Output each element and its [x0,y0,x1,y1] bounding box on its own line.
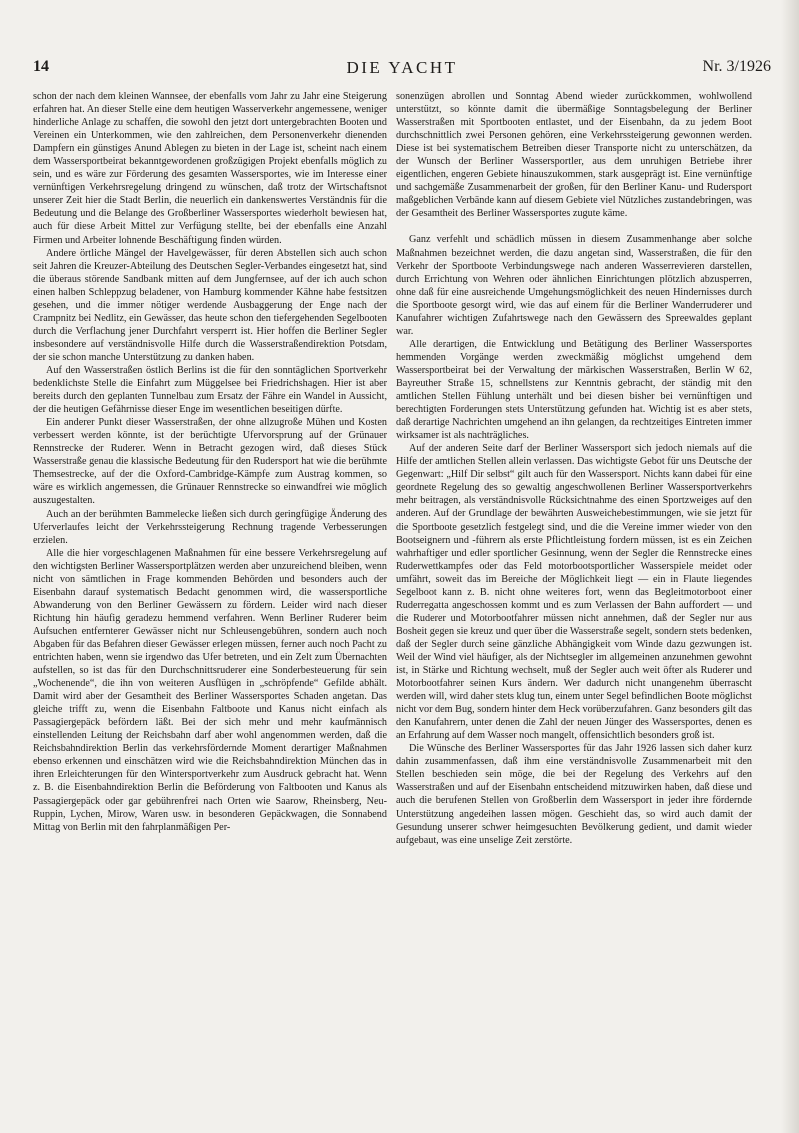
article-paragraph: sonenzügen abrollen und Sonntag Abend wieder zurückkommen, wohlwollend unterstützt, so könnte damit die übermäßige Sonntagsbelegung der Berliner Wasserstraßen mit Sportbooten entlastet, und der Eisenbahn, da zu jedem Boot durchschnittlich zwei Personen gehören, eine Verkehrssteigerung gewonnen werden. Diese ist bei systematischem Betreiben dieser Transporte nicht zu unterschätzen, da der Wunsch der Berliner Wassersportler, aus dem unruhigen Betriebe ihrer eigentlichen, engeren Gebiete hinauszukommen, stark ausgeprägt ist. Eine vernünftige und sachgemäße Zusammenarbeit der großen, für den Berliner Kanu- und Rudersport maßgeblichen Verbände kann auf diesem Gebiete viel Nützliches zustandebringen, was der Gesamtheit des Berliner Wassersportes zugute käme. [396,91,752,220]
paragraph-gap [396,220,752,233]
article-paragraph: Auf den Wasserstraßen östlich Berlins ist die für den sonntäglichen Sportverkehr bedenklichste Stelle die Einfahrt zum Müggelsee bei Friedrichshagen. Hier ist aber bereits durch den geplanten Tunnelbau zum Ersatz der Fähre ein Wandel in Aussicht, der die heutigen Gefährnisse dieser Enge im wesentlichen beseitigen dürfte. [33,364,387,416]
article-paragraph: Andere örtliche Mängel der Havelgewässer, für deren Abstellen sich auch schon seit Jahren die Kreuzer-Abteilung des Deutschen Segler-Verbandes eingesetzt hat, sind die überaus störende Sandbank mitten auf dem Jungfernsee, auf der ich auch schon einen halben Schleppzug beladener, von Hamburg kommender Kähne habe festsitzen gesehen, und die immer nötiger werdende Ausbaggerung der Enge nach der Crampnitz bei Nedlitz, ein Gewässer, das heute schon den tiefergehenden Segelbooten durch die Verflachung jener Durchfahrt versperrt ist. Hier hoffen die Berliner Segler insbesondere auf verständnisvolle Hilfe durch die Wasserstraßendirektion Potsdam, der sie schon manche Unterstützung zu danken haben. [33,247,387,363]
right-column [396,90,752,847]
left-column [33,90,387,834]
page-header [33,58,771,82]
article-paragraph: Ein anderer Punkt dieser Wasserstraßen, der ohne allzugroße Mühen und Kosten verbessert werden könnte, ist der berüchtigte Ufervorsprung auf der Grünauer Rennstrecke der Ruderer. Wenn in Betracht gezogen wird, daß dieses Stück Wasserstraße genau die klassische Bedeutung für den Rudersport hat wie die berühmte Themsestrecke, auf der die Oxford-Cambridge-Kämpfe zum Austrag kommen, so wäre es wirklich angemessen, die Grünauer Rennstrecke so einwandfrei wie möglich auszugestalten. [33,417,387,507]
page-edge-shadow [781,0,799,1133]
article-paragraph: Alle die hier vorgeschlagenen Maßnahmen für eine bessere Verkehrsregelung auf den wichtigsten Berliner Wassersportplätzen werden aber unzureichend bleiben, wenn nicht von sämtlichen in Frage kommenden Behörden und besonders auch der Eisenbahn darauf systematisch Bedacht genommen wird, die wassersportliche Abwanderung von den Berliner Gewässern zu fördern. Leider wird nach dieser Richtung hin häufig geradezu hemmend verfahren. Wenn Berliner Ruderer beim Aufsuchen entfernterer Gewässer nicht nur Schleusengebühren, sondern auch noch Abgaben für das Befahren dieser Gewässer erlegen müssen, ferner auch noch Pacht zu entrichten haben, wenn sie irgendwo das Ufer betreten, und ein Zelt zum Übernachten aufstellen, so ist das für den Durchschnittsruderer eine Sonderbesteuerung für sein „Wochenende“, die ihn von weiteren Ausflügen in „schröpfende“ Gefilde abhält. Damit wird aber der Gesamtheit des Berliner Wassersportes Schaden angetan. Das gleiche trifft zu, wenn die Eisenbahn Faltboote und Kanus nicht einfach als Passagiergepäck befördern läßt. Bei der sich mehr und mehr kaufmännisch einstellenden Leitung der Reichsbahn darf aber wohl angenommen werden, daß die Reichsbahndirektion Berlin das verkehrsfördernde Moment derartiger Maßnahmen ebenso erkennen und einschätzen wird wie die Reichsbahndirektion München das in ihren Erleichterungen für den Wintersportverkehr zum Ausdruck gebracht hat. Wenn z. B. die Eisenbahndirektion Berlin die Beförderung von Faltbooten und Kanus als Passagiergepäck oder gar gebührenfrei nach Orten wie Saarow, Rheinsberg, Neu-Ruppin, Lychen, Mirow, Waren usw. in besonderen Gepäckwagen, die Sonnabend Mittag von Berlin mit den fahrplanmäßigen Per- [33,547,387,833]
article-paragraph: Alle derartigen, die Entwicklung und Betätigung des Berliner Wassersportes hemmenden Vorgänge werden zweckmäßig möglichst umgehend dem Wassersportbeirat bei der Verwaltung der märkischen Wasserstraßen, Berlin W 62, Bayreuther Straße 15, schnellstens zur Kenntnis gebracht, der ständig mit den amtlichen Stellen Fühlung unterhält und bei diesen bisher bei vernünftigen und berechtigten Forderungen stets Unterstützung gefunden hat. Wichtig ist es aber stets, daß derartige Nachrichten umgehend an ihn gelangen, da rechtzeitiges Eintreten immer wirksamer ist als nachträgliches. [396,338,752,442]
article-paragraph: Die Wünsche des Berliner Wassersportes für das Jahr 1926 lassen sich daher kurz dahin zusammenfassen, daß ihm eine verständnisvolle Zusammenarbeit mit den Stellen beschieden sein möge, die bei der Regelung des Verkehrs auf den Wasserstraßen und auf der Eisenbahn entscheidend mitzuwirken haben, daß diese und auch die berufenen Stellen von Großberlin dem Wassersport in jeder ihre fördernde Unterstützung angedeihen lassen mögen. Geschieht das, so wird auch damit der Gesundung unserer schwer heimgesuchten Bevölkerung gedient, und damit wieder aufgebaut, was eine unselige Zeit zerstörte. [396,743,752,846]
magazine-title: DIE YACHT [346,58,458,77]
article-paragraph: Auf der anderen Seite darf der Berliner Wassersport sich jedoch niemals auf die Hilfe der amtlichen Stellen allein verlassen. Das wichtigste Gebot für uns Deutsche der Gegenwart: „Hilf Dir selbst“ gilt auch für den Wassersport. Nichts kann dabei für eine geordnete Regelung des so gewaltig angeschwollenen Berliner Wassersportverkehrs mehr beitragen, als verständnisvolle Rücksichtnahme des einen Sportzweiges auf den anderen. Auf der Grundlage der bewährten Ausweichebestimmungen, wie sie jetzt für die Sportboote gesetzlich festgelegt sind, und die die Vereine immer wieder von den Bootseignern und -führern als erste Pflichtleistung fordern müssen, ist es ein Zeichen wahrhaftiger und edler sportlicher Gesinnung, wenn der Segler die Rennstrecke eines Ruderwettkampfes oder das Feld motorbootsportlicher Wasserspiele meidet oder umfährt, soweit das im Bereiche der Möglichkeit liegt — ein in Flaute liegendes Segelboot kann z. B. nicht ohne weiteres fort, wenn das Begleitmotorboot einer Ruderregatta angeschossen kommt und es zum Verlassen der Bahn auffordert — und die Ruderer und Motorbootfahrer müssen nicht annehmen, daß der Segler nur aus Bosheit gegen sie kreuz und quer über die Wasserstraße segelt, sondern stets bedenken, daß der Segler durch seine gänzliche Abhängigkeit vom Winde dazu gezwungen ist. Weil der Wind viel häufiger, als der Nichtsegler im allgemeinen anzunehmen gewohnt ist, in Stärke und Richtung wechselt, muß der Segler auch weit öfter als Ruderer und Motorbootfahrer seinen Kurs ändern. Wer dadurch nicht unangenehm überrascht werden will, wird daher stets klug tun, einem unter Segel befindlichen Boote möglichst nicht vor dem Bug, sondern hinter dem Heck vorüberzufahren. Ganz besonders gilt das den Kanufahrern, unter denen die Zahl der neuen Jünger des Wassersportes, denen es an Erfahrung auf dem Wasser noch mangelt, offensichtlich besonders groß ist. [396,443,752,742]
article-paragraph: Auch an der berühmten Bammelecke ließen sich durch geringfügige Änderung des Uferverlaufes leicht der Verkehrssteigerung Rechnung tragende Verbesserungen erzielen. [33,508,387,546]
page-number: 14 [33,58,49,75]
article-paragraph: schon der nach dem kleinen Wannsee, der ebenfalls vom Jahr zu Jahr eine Steigerung erfahren hat. An dieser Stelle eine dem heutigen Wasserverkehr angemessene, weniger hinderliche Anlage zu schaffen, die sowohl den jetzt dort untergebrachten Booten und Vereinen ein Unterkommen, wie den zahlreichen, dem Personenverkehr dienenden Dampfern ein günstiges Anund Ablegen zu bieten in der Lage ist, scheint nach einem dem Wassersportbeirat bekanntgewordenen großzügigen Projekt ebenfalls möglich zu sein, und es wäre zur Förderung des gesamten Wassersportes, wie im Interesse einer vernünftigen Verkehrsregelung dringend zu wünschen, daß trotz der Wirtschaftsnot unserer Zeit hier die Stadt Berlin, die neuerlich ein dankenswertes Verständnis für die Bedeutung und die Belange des Großberliner Wassersportes wiederholt bewiesen hat, auch für diese Arbeit Mittel zur Verfügung stellte, bei der ebenfalls eine Anzahl Firmen und Arbeiter lohnende Beschäftigung finden würden. [33,91,387,246]
article-paragraph: Ganz verfehlt und schädlich müssen in diesem Zusammenhange aber solche Maßnahmen bezeichnet werden, die dazu angetan sind, Wasserstraßen, die für den Verkehr der Sportboote Verbindungswege nach anderen Wasserrevieren darstellen, durch Errichtung von Wehren oder ähnlichen Einrichtungen plötzlich abzusperren, ohne daß für eine ausreichende Umgehungsmöglichkeit des neuen Hindernisses durch die Sportboote gesorgt wird, wie das auf einem für die Berliner Wanderruderer und Kanufahrer wichtigen Zufahrtswege nach den Gewässern des Spreewaldes geplant war. [396,234,752,337]
issue-number: Nr. 3/1926 [702,58,771,75]
